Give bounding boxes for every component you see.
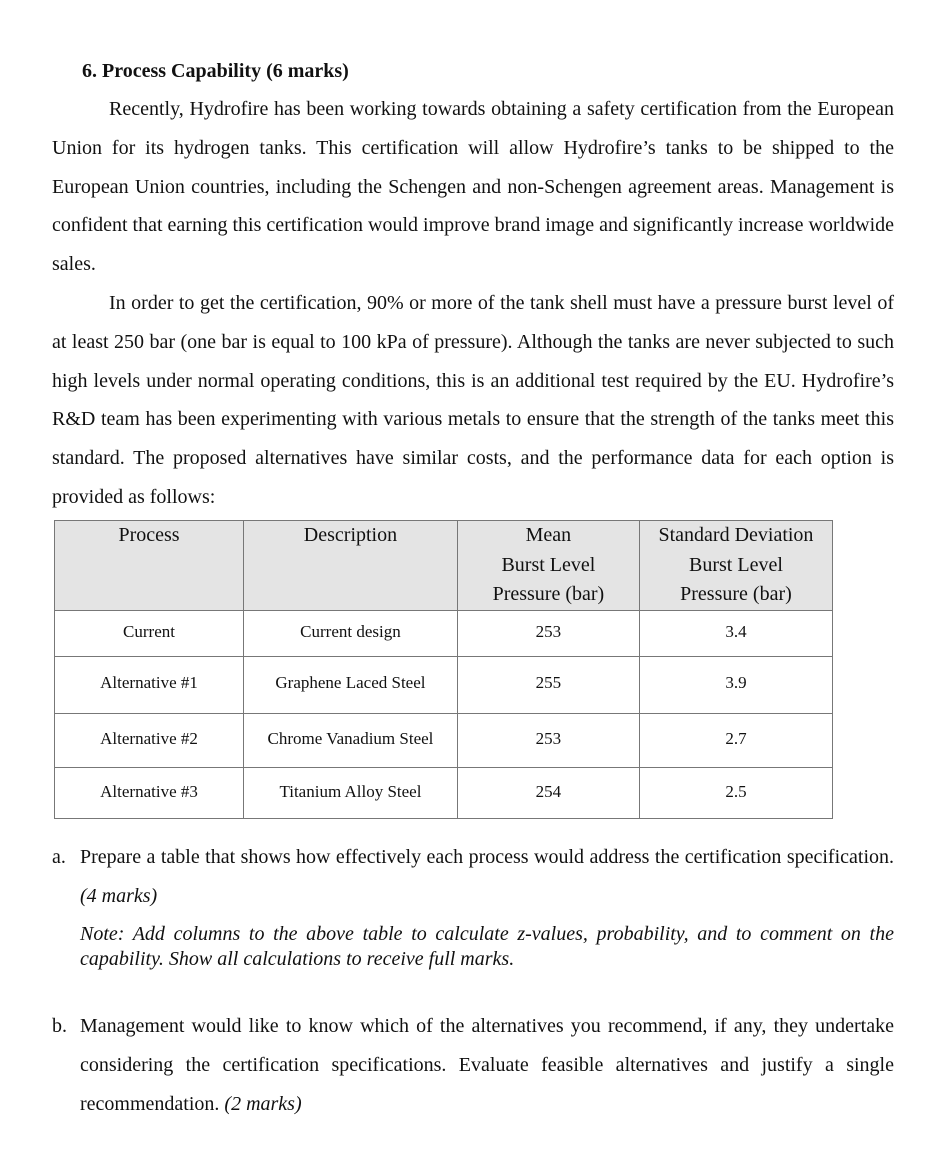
cell-sd: 3.9 (639, 656, 832, 713)
question-a-marks: (4 marks) (80, 885, 158, 907)
cell-sd: 2.7 (639, 713, 832, 767)
header-mean (457, 521, 639, 611)
header-process: Process (55, 521, 244, 611)
cell-sd: 2.5 (639, 767, 832, 818)
question-b-text: Management would like to know which of the alternatives you recommend, if any, they undertake considering the certification specifications. Evaluate feasible alternatives and justify a single recommendation. (80, 1015, 894, 1115)
cell-description: Current design (244, 610, 458, 656)
header-mean-line2: Burst Level (501, 553, 596, 576)
cell-sd: 3.4 (639, 610, 832, 656)
question-b-label: b. (52, 1015, 67, 1037)
document-body (52, 52, 894, 517)
table-header-row (55, 521, 833, 611)
cell-process: Alternative #2 (55, 713, 244, 767)
cell-description: Chrome Vanadium Steel (244, 713, 458, 767)
question-b (52, 1007, 894, 1124)
question-b-marks: (2 marks) (224, 1093, 302, 1115)
table-row (55, 656, 833, 713)
question-a-note: Note: Add columns to the above table to calculate z-values, probability, and to comment on the capability. Show all calculations to receive full marks. (80, 923, 894, 970)
table-row (55, 767, 833, 818)
header-description: Description (244, 521, 458, 611)
question-a-label: a. (52, 846, 66, 868)
performance-table (54, 520, 833, 819)
question-a-text: Prepare a table that shows how effectively each process would address the certification specification. (80, 846, 894, 868)
header-sd-line1: Standard Deviation (658, 524, 814, 546)
table-row (55, 610, 833, 656)
header-sd-line3: Pressure (bar) (680, 583, 792, 605)
header-mean-line3: Pressure (bar) (492, 583, 605, 605)
paragraph-requirements: In order to get the certification, 90% or more of the tank shell must have a pressure burst level of at least 250 bar (one bar is equal to 100 kPa of pressure). Although the tanks are never subjected to such high levels under normal operating conditions, this is an additional test required by the EU. Hydrofire’s R&D team has been experimenting with various metals to ensure that the strength of the tanks meet this standard. The proposed alternatives have similar costs, and the performance data for each option is provided as follows: (52, 291, 894, 508)
cell-mean: 254 (457, 767, 639, 818)
paragraph-intro: Recently, Hydrofire has been working towards obtaining a safety certification from the European Union for its hydrogen tanks. This certification will allow Hydrofire’s tanks to be shipped to the European Union countries, including the Schengen and non-Schengen agreement areas. Management is confident that earning this certification would improve brand image and significantly increase worldwide sales. (52, 98, 894, 276)
cell-mean: 253 (457, 713, 639, 767)
cell-process: Alternative #1 (55, 656, 244, 713)
table-row (55, 713, 833, 767)
cell-description: Graphene Laced Steel (244, 656, 458, 713)
question-a (52, 838, 894, 972)
header-sd (639, 521, 832, 611)
cell-mean: 253 (457, 610, 639, 656)
cell-process: Alternative #3 (55, 767, 244, 818)
cell-description: Titanium Alloy Steel (244, 767, 458, 818)
section-heading: 6. Process Capability (6 marks) (82, 60, 349, 82)
cell-process: Current (55, 610, 244, 656)
header-sd-line2: Burst Level (689, 553, 783, 576)
header-mean-line1: Mean (525, 524, 572, 546)
cell-mean: 255 (457, 656, 639, 713)
